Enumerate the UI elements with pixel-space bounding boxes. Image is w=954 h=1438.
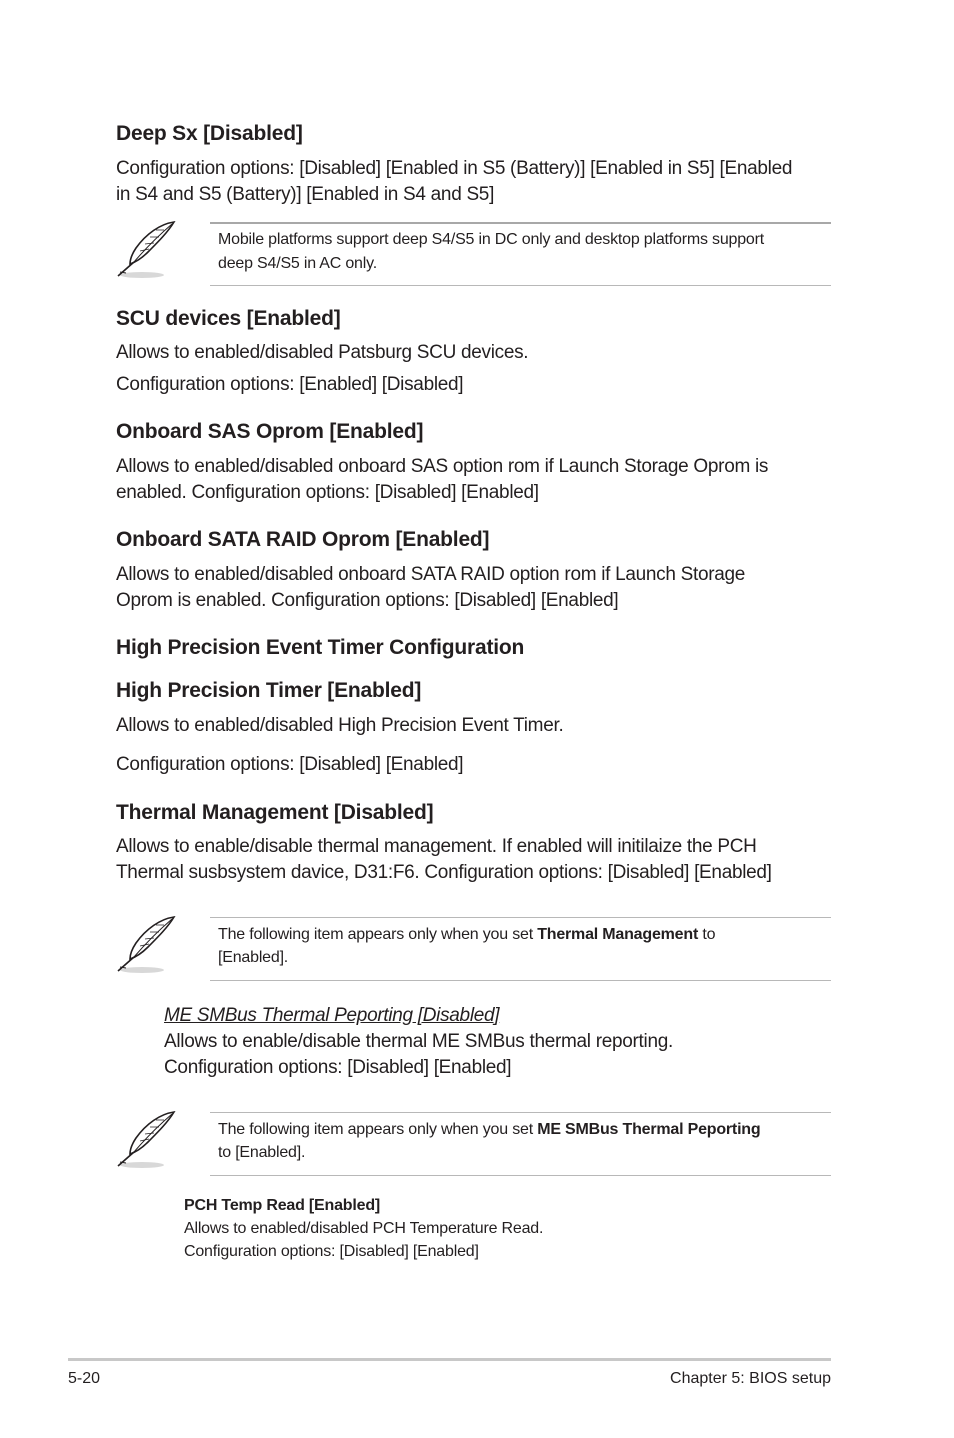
- note-2-top-rule: [210, 917, 831, 918]
- deep-sx-heading: Deep Sx [Disabled]: [116, 122, 303, 145]
- note-3-text-2: to [Enabled].: [218, 1144, 306, 1161]
- note-2-pre: The following item appears only when you set: [218, 926, 538, 943]
- feather-pen-icon: [112, 218, 182, 280]
- sata-text-2: Oprom is enabled. Configuration options: [Disabled] [Enabled]: [116, 590, 619, 611]
- note-3-pre: The following item appears only when you set: [218, 1121, 538, 1138]
- me-smbus-text-1: Allows to enable/disable thermal ME SMBus thermal reporting.: [164, 1031, 673, 1052]
- me-smbus-text-2: Configuration options: [Disabled] [Enabled]: [164, 1057, 512, 1078]
- note-3-bold: ME SMBus Thermal Peporting: [537, 1121, 761, 1138]
- note-2-bold: Thermal Management: [537, 926, 699, 943]
- thermal-heading: Thermal Management [Disabled]: [116, 801, 434, 824]
- thermal-text-2: Thermal susbsystem davice, D31:F6. Configuration options: [Disabled] [Enabled]: [116, 862, 772, 883]
- thermal-text-1: Allows to enable/disable thermal management. If enabled will initilaize the PCH: [116, 836, 757, 857]
- scu-text-1: Allows to enabled/disabled Patsburg SCU devices.: [116, 342, 529, 363]
- pch-heading: PCH Temp Read [Enabled]: [184, 1197, 381, 1214]
- sas-text-2: enabled. Configuration options: [Disabled] [Enabled]: [116, 482, 539, 503]
- scu-text-2: Configuration options: [Enabled] [Disabled]: [116, 374, 464, 395]
- pch-text-2: Configuration options: [Disabled] [Enabled]: [184, 1243, 479, 1260]
- note-1-top-rule: [210, 222, 831, 224]
- hpt-text-1: Allows to enabled/disabled High Precision Event Timer.: [116, 715, 564, 736]
- pch-text-1: Allows to enabled/disabled PCH Temperature Read.: [184, 1220, 544, 1237]
- note-3-text-1: [218, 1118, 760, 1141]
- note-1-text-2: deep S4/S5 in AC only.: [218, 255, 377, 272]
- chapter-label: Chapter 5: BIOS setup: [670, 1370, 831, 1387]
- note-2-post: to: [698, 926, 716, 943]
- deep-sx-text-2: in S4 and S5 (Battery)] [Enabled in S4 and S5]: [116, 184, 495, 205]
- hpt-heading: High Precision Timer [Enabled]: [116, 679, 422, 702]
- sata-heading: Onboard SATA RAID Oprom [Enabled]: [116, 528, 490, 551]
- sas-text-1: Allows to enabled/disabled onboard SAS option rom if Launch Storage Oprom is: [116, 456, 769, 477]
- feather-pen-icon: [112, 1108, 182, 1170]
- deep-sx-text-1: Configuration options: [Disabled] [Enabled in S5 (Battery)] [Enabled in S5] [Enabled: [116, 158, 793, 179]
- note-1-bottom-rule: [210, 285, 831, 286]
- note-1-text-1: Mobile platforms support deep S4/S5 in DC only and desktop platforms support: [218, 231, 764, 248]
- note-2-text-2: [Enabled].: [218, 949, 289, 966]
- hpet-config-heading: High Precision Event Timer Configuration: [116, 636, 525, 659]
- note-2-bottom-rule: [210, 980, 831, 981]
- hpt-text-2: Configuration options: [Disabled] [Enabled]: [116, 754, 464, 775]
- note-3-bottom-rule: [210, 1175, 831, 1176]
- me-smbus-title: ME SMBus Thermal Peporting [Disabled]: [164, 1005, 500, 1026]
- footer-rule: [68, 1358, 831, 1361]
- note-2-text-1: [218, 923, 715, 946]
- sas-heading: Onboard SAS Oprom [Enabled]: [116, 420, 424, 443]
- page-number: 5-20: [68, 1370, 101, 1387]
- sata-text-1: Allows to enabled/disabled onboard SATA RAID option rom if Launch Storage: [116, 564, 746, 585]
- scu-heading: SCU devices [Enabled]: [116, 307, 341, 330]
- feather-pen-icon: [112, 913, 182, 975]
- me-smbus-heading: [164, 1003, 499, 1029]
- note-3-top-rule: [210, 1112, 831, 1113]
